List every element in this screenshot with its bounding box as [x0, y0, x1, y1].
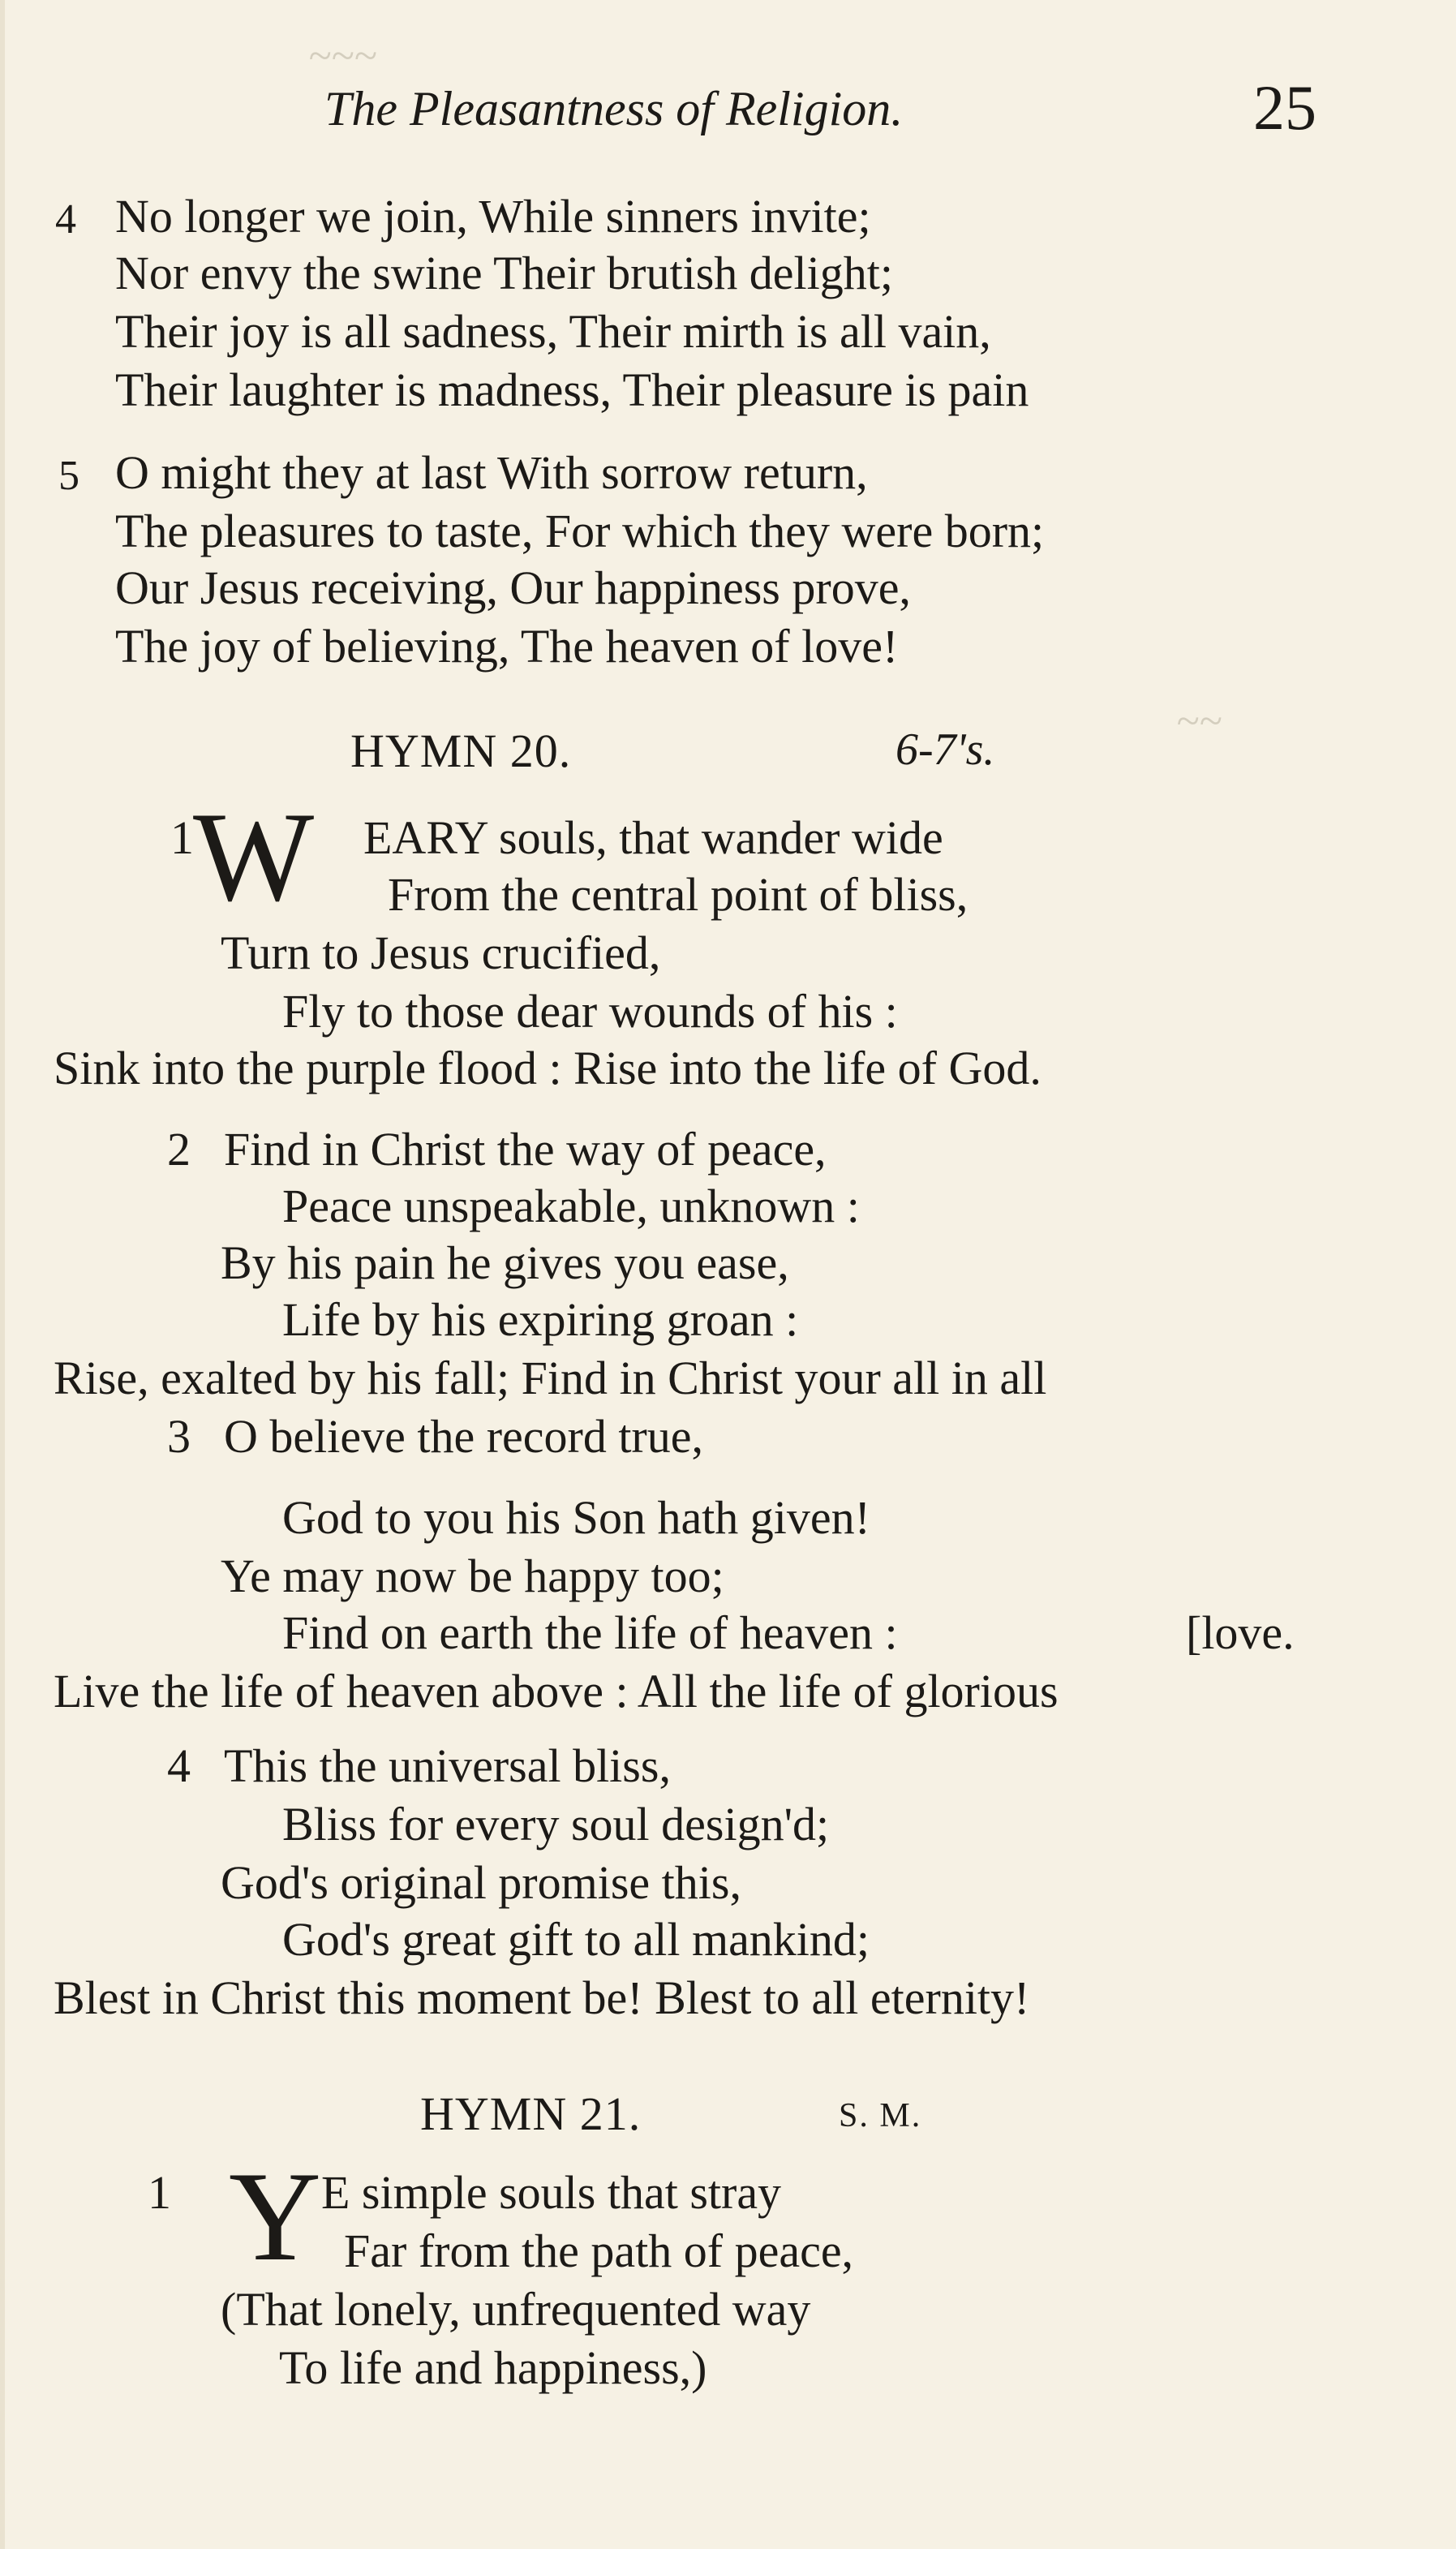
- drop-cap: W: [193, 786, 315, 928]
- page-number: 25: [1253, 72, 1316, 143]
- verse-line: By his pain he gives you ease,: [221, 1236, 789, 1289]
- verse-number: 5: [58, 453, 79, 499]
- verse-line: Their joy is all sadness, Their mirth is all vain,: [115, 305, 991, 358]
- verse-line: God to you his Son hath given!: [282, 1491, 870, 1544]
- verse-line: Sink into the purple flood : Rise into the life of God.: [54, 1042, 1042, 1094]
- drop-cap: Y: [229, 2146, 322, 2288]
- hymn-title: HYMN 20.: [350, 724, 572, 777]
- verse-line: The joy of believing, The heaven of love!: [115, 620, 899, 673]
- verse-number: 3: [167, 1410, 191, 1463]
- verse-line: EARY souls, that wander wide: [363, 811, 943, 864]
- verse-line: (That lonely, unfrequented way: [221, 2283, 811, 2336]
- verse-line: Nor envy the swine Their brutish delight;: [115, 247, 893, 299]
- verse-line: E simple souls that stray: [321, 2166, 782, 2219]
- hymn-meter: 6-7's.: [896, 724, 995, 775]
- hymn-title: HYMN 21.: [420, 2087, 642, 2140]
- verse-line: O might they at last With sorrow return,: [115, 446, 868, 499]
- verse-line: Find in Christ the way of peace,: [224, 1123, 827, 1176]
- verse-line: Turn to Jesus crucified,: [221, 926, 661, 979]
- verse-line: The pleasures to taste, For which they were born;: [115, 505, 1045, 557]
- page-edge: [0, 0, 5, 2549]
- verse-line: Find on earth the life of heaven :: [282, 1606, 898, 1659]
- verse-line: Their laughter is madness, Their pleasure is pain: [115, 363, 1029, 416]
- verse-line: God's great gift to all mankind;: [282, 1913, 870, 1966]
- verse-number: 2: [167, 1123, 191, 1176]
- verse-line: Fly to those dear wounds of his :: [282, 985, 898, 1038]
- verse-line: To life and happiness,): [279, 2341, 707, 2394]
- verse-line: Peace unspeakable, unknown :: [282, 1180, 860, 1232]
- verse-line: Ye may now be happy too;: [221, 1550, 724, 1602]
- verse-line: From the central point of bliss,: [388, 868, 969, 921]
- verse-line: Rise, exalted by his fall; Find in Christ your all in all: [54, 1352, 1047, 1404]
- running-header-title: The Pleasantness of Religion.: [324, 82, 904, 135]
- verse-number: 4: [55, 196, 76, 243]
- bleed-through-mark: ~~: [1176, 699, 1222, 745]
- verse-number: 4: [167, 1739, 191, 1792]
- verse-line: Our Jesus receiving, Our happiness prove,: [115, 561, 911, 614]
- verse-line: Far from the path of peace,: [344, 2224, 854, 2277]
- verse-line: Bliss for every soul design'd;: [282, 1798, 830, 1850]
- verse-line: Live the life of heaven above : All the life of glorious: [54, 1665, 1059, 1717]
- hymn-meter: S. M.: [839, 2097, 922, 2134]
- verse-line: O believe the record true,: [224, 1410, 703, 1463]
- verse-line: Life by his expiring groan :: [282, 1293, 799, 1346]
- verse-line: No longer we join, While sinners invite;: [115, 190, 871, 243]
- verse-number: 1: [148, 2166, 171, 2219]
- verse-line-turnover: [love.: [1186, 1606, 1295, 1659]
- bleed-through-mark: ~~~: [308, 33, 377, 80]
- verse-line: God's original promise this,: [221, 1856, 741, 1909]
- verse-line: This the universal bliss,: [224, 1739, 671, 1792]
- verse-line: Blest in Christ this moment be! Blest to all eternity!: [54, 1971, 1030, 2024]
- verse-number: 1: [170, 811, 194, 864]
